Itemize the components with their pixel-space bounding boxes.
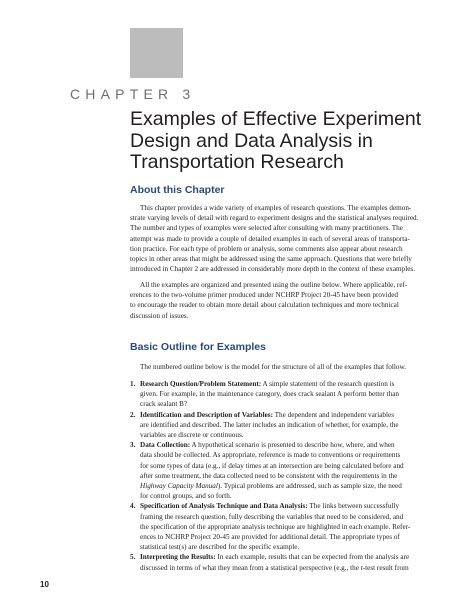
outline-item-term: Interpreting the Results: bbox=[140, 553, 216, 562]
text-line: All the examples are organized and presented using the outline below. Where applicable, ref- bbox=[140, 281, 408, 289]
outline-item bbox=[130, 410, 445, 441]
text-line: given. For example, in the maintenance category, does crack sealant A perform better than bbox=[140, 390, 399, 399]
outline-item bbox=[130, 501, 445, 552]
text-line: A hypothetical scenario is presented to describe how, where, and when bbox=[190, 441, 395, 450]
text-line: are identified and described. The latter includes an indication of whether, for example, the bbox=[140, 420, 399, 429]
text-line: discussion of issues. bbox=[130, 311, 189, 320]
outline-item-number: 4. bbox=[130, 502, 136, 511]
outline-item-number: 1. bbox=[130, 380, 136, 388]
text-line: crack sealant B? bbox=[140, 400, 188, 409]
text-line: statistical test(s) are described for the specific example. bbox=[140, 543, 300, 552]
text-line: erences to the two-volume primer produced under NCHRP Project 20-45 have been provided bbox=[130, 291, 398, 300]
outline-item bbox=[130, 552, 445, 572]
text-line: attempt was made to provide a couple of detailed examples in each of several areas of transporta- bbox=[130, 234, 410, 243]
text-line: framing the research question, fully describing the variables that need to be considered, and bbox=[140, 512, 404, 521]
outline-item bbox=[130, 440, 445, 501]
text-line: -test result from bbox=[362, 563, 409, 572]
text-line: introduced in Chapter 2 are addressed in considerably more depth in the context of these examples. bbox=[130, 265, 416, 274]
text-line: The number and types of examples were selected after consulting with many practitioners. The bbox=[130, 224, 403, 233]
text-line: after some treatment, the data collected need to be consistent with the requirements in the bbox=[140, 471, 398, 480]
about-heading: About this Chapter bbox=[130, 184, 225, 196]
about-paragraph-1 bbox=[130, 203, 443, 274]
about-paragraph-2 bbox=[130, 280, 443, 321]
text-line: The numbered outline below is the model for the structure of all of the examples that follow. bbox=[140, 363, 406, 371]
text-line: discussed in terms of what they mean from a statistical perspective (e.g., the bbox=[140, 563, 361, 572]
text-line: ences to NCHRP Project 20-45 are provided for additional detail. The appropriate types of bbox=[140, 533, 400, 542]
chapter-title bbox=[130, 109, 460, 174]
text-line: In each example, results that can be expected from the analysis are bbox=[215, 553, 410, 562]
outline-item-term: Research Question/Problem Statement: bbox=[140, 380, 262, 388]
page-number: 10 bbox=[40, 580, 49, 589]
text-line: for control groups, and so forth. bbox=[140, 492, 232, 501]
text-line: for some types of data (e.g., if delay times at an intersection are being calculated before and bbox=[140, 461, 404, 470]
outline-item-term: Data Collection: bbox=[140, 441, 191, 450]
italic-t: t bbox=[360, 563, 363, 572]
text-line: topics in other areas that might be addressed using the same approach. Questions that were briefly bbox=[130, 255, 412, 264]
outline-item-number: 5. bbox=[130, 553, 136, 562]
text-line: tion practice. For each type of problem or analysis, some comments also appear about research bbox=[130, 244, 403, 253]
chapter-title-line: Design and Data Analysis in bbox=[130, 129, 373, 152]
text-line: The links between successfully bbox=[307, 502, 400, 511]
outline-intro bbox=[130, 362, 443, 372]
outline-item-term: Identification and Description of Variables: bbox=[140, 410, 273, 419]
text-line: A simple statement of the research question is bbox=[261, 380, 395, 388]
chapter-title-line: Transportation Research bbox=[130, 151, 344, 173]
text-line: variables are discrete or continuous. bbox=[140, 431, 244, 440]
outline-heading: Basic Outline for Examples bbox=[130, 341, 266, 353]
text-line: the specification of the appropriate analysis technique are highlighted in each example. Refer- bbox=[140, 522, 411, 531]
outline-item bbox=[130, 379, 445, 410]
text-line: strate varying levels of detail with regard to experiment designs and the statistical analyses required. bbox=[130, 214, 419, 223]
outline-item-number: 3. bbox=[130, 441, 136, 450]
example-outline-list bbox=[130, 379, 445, 573]
chapter-tab-block bbox=[130, 28, 183, 78]
outline-item-number: 2. bbox=[130, 410, 136, 419]
chapter-title-line: Examples of Effective Experiment bbox=[130, 108, 422, 130]
chapter-label: CHAPTER 3 bbox=[70, 86, 196, 102]
italic-source-title: Highway Capacity Manual bbox=[140, 482, 218, 491]
text-line: ). Typical problems are addressed, such as sample size, the need bbox=[217, 482, 402, 491]
text-line: data should be collected. As appropriate, reference is made to conventions or requirements bbox=[140, 451, 401, 460]
outline-item-term: Specification of Analysis Technique and Data Analysis: bbox=[140, 502, 308, 511]
text-line: to encourage the reader to obtain more detail about calculation techniques and more technical bbox=[130, 301, 399, 310]
text-line: This chapter provides a wide variety of examples of research questions. The examples demon- bbox=[140, 204, 412, 212]
text-line: The dependent and independent variables bbox=[272, 410, 394, 419]
